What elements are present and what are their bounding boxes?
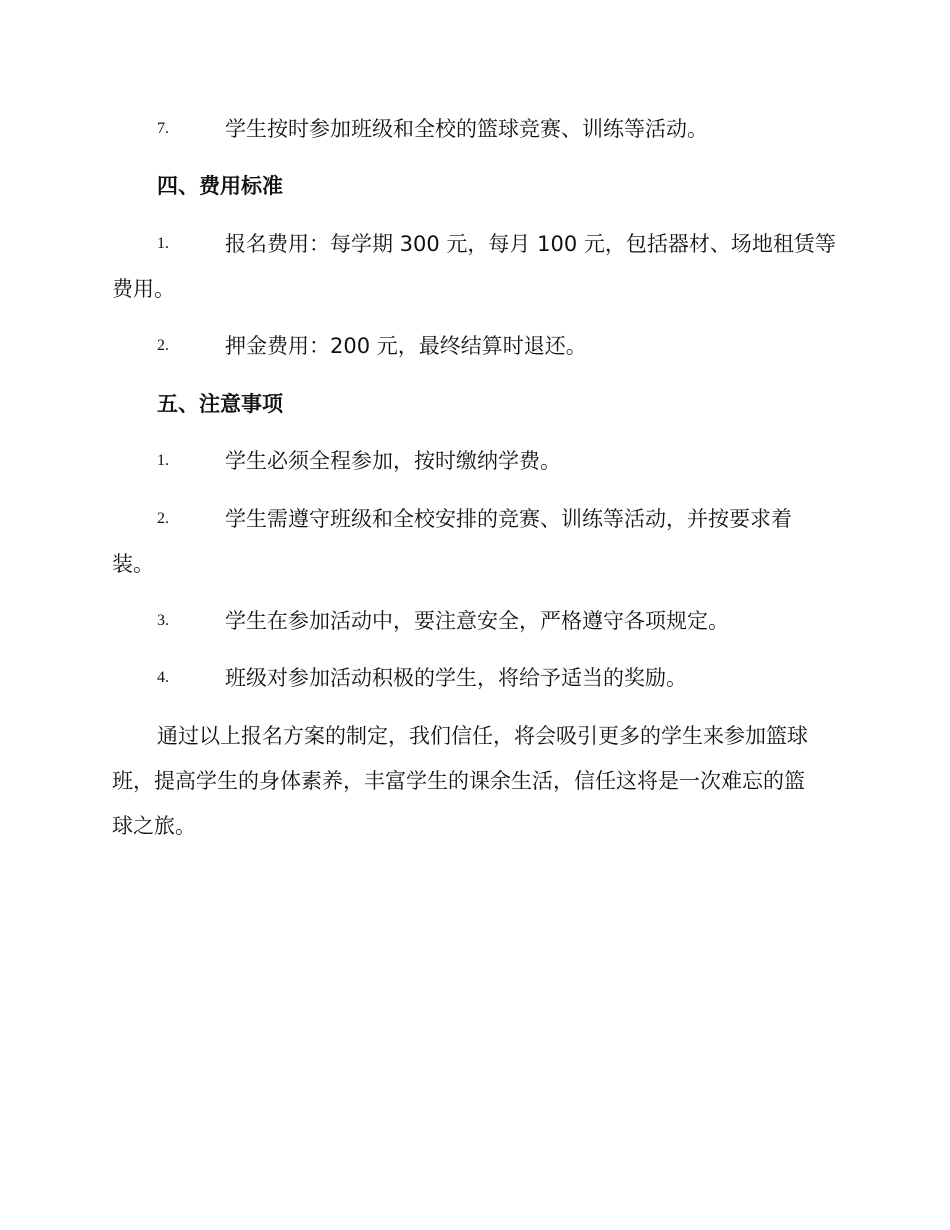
list-number: 1.: [157, 452, 169, 469]
list-number: 4.: [157, 669, 169, 686]
list-number: 3.: [157, 612, 169, 629]
conclusion-line: 通过以上报名方案的制定，我们信任，将会吸引更多的学生来参加篮球: [157, 724, 808, 748]
list-number: 2.: [157, 510, 169, 527]
list-item-continuation: 装。: [112, 552, 154, 576]
list-item-text: 押金费用：200 元，最终结算时退还。: [225, 334, 587, 358]
list-number: 7.: [157, 120, 169, 137]
list-item-text: 学生需遵守班级和全校安排的竞赛、训练等活动，并按要求着: [225, 507, 792, 531]
list-item-text: 学生必须全程参加，按时缴纳学费。: [225, 449, 561, 473]
section-heading: 五、注意事项: [157, 392, 283, 416]
list-number: 2.: [157, 337, 169, 354]
list-item-text: 班级对参加活动积极的学生，将给予适当的奖励。: [225, 666, 687, 690]
list-item-text: 报名费用：每学期 300 元，每月 100 元，包括器材、场地租赁等: [225, 232, 836, 256]
list-number: 1.: [157, 235, 169, 252]
list-item-text: 学生在参加活动中，要注意安全，严格遵守各项规定。: [225, 609, 729, 633]
conclusion-line: 班，提高学生的身体素养，丰富学生的课余生活，信任这将是一次难忘的篮: [112, 769, 805, 793]
list-item-text: 学生按时参加班级和全校的篮球竞赛、训练等活动。: [225, 117, 708, 141]
section-heading: 四、费用标准: [157, 174, 283, 198]
conclusion-line: 球之旅。: [112, 814, 196, 838]
list-item-continuation: 费用。: [112, 277, 175, 301]
